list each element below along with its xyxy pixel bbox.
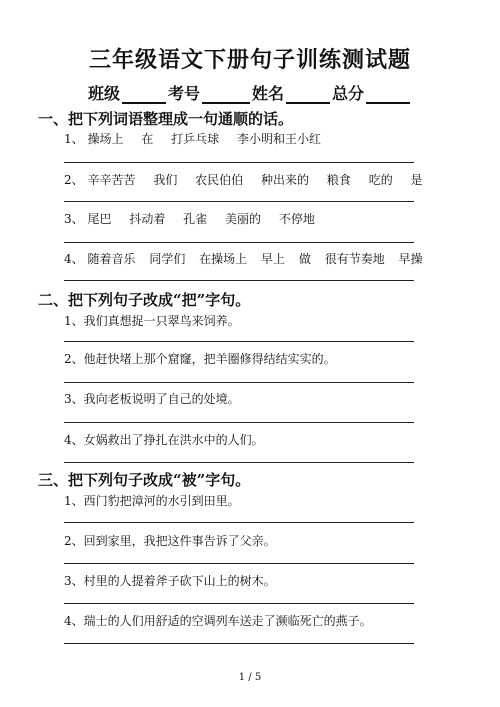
list-item xyxy=(64,210,329,227)
item-number: 2、 xyxy=(64,352,84,366)
item-number: 1、 xyxy=(64,494,84,508)
item-number: 2、 xyxy=(64,534,84,548)
answer-line[interactable] xyxy=(64,522,414,523)
score-blank[interactable] xyxy=(366,82,410,104)
exam-no-label: 考号 xyxy=(168,84,201,103)
list-item xyxy=(64,390,240,407)
section-1-heading: 一、把下列词语整理成一句通顺的话。 xyxy=(38,110,294,128)
item-number: 4、 xyxy=(64,433,84,447)
word: 尾巴 xyxy=(87,212,112,226)
list-item xyxy=(64,250,423,267)
word: 在操场上 xyxy=(199,252,248,266)
list-item xyxy=(64,130,335,147)
answer-line[interactable] xyxy=(64,341,414,342)
list-item xyxy=(64,492,240,509)
sentence-text: 回到家里，我把这件事告诉了父亲。 xyxy=(83,534,276,548)
word: 很有节奏地 xyxy=(324,252,385,266)
word: 早上 xyxy=(261,252,286,266)
section-2-heading: 二、把下列句子改成“把”字句。 xyxy=(38,291,251,309)
word: 随着音乐 xyxy=(87,252,136,266)
word: 不停地 xyxy=(278,212,315,226)
word: 吃的 xyxy=(368,173,393,187)
item-number: 2、 xyxy=(64,173,84,187)
list-item xyxy=(64,312,240,329)
item-number: 4、 xyxy=(64,252,84,266)
sentence-text: 女娲救出了挣扎在洪水中的人们。 xyxy=(83,433,264,447)
item-number: 4、 xyxy=(64,614,84,628)
score-label: 总分 xyxy=(332,84,365,103)
answer-line[interactable] xyxy=(64,162,414,163)
page-number: 1 / 5 xyxy=(238,672,262,683)
answer-line[interactable] xyxy=(64,563,414,564)
word: 是 xyxy=(410,173,423,187)
word: 农民伯伯 xyxy=(195,173,244,187)
student-info-row xyxy=(88,80,418,104)
name-blank[interactable] xyxy=(286,82,330,104)
answer-line[interactable] xyxy=(64,242,414,243)
word: 李小明和王小红 xyxy=(237,132,322,146)
word: 美丽的 xyxy=(225,212,262,226)
list-item xyxy=(64,431,264,448)
word: 操场上 xyxy=(87,132,124,146)
word: 我们 xyxy=(153,173,178,187)
word: 种出来的 xyxy=(261,173,310,187)
answer-line[interactable] xyxy=(64,280,414,281)
item-number: 1、 xyxy=(64,132,84,146)
answer-line[interactable] xyxy=(64,201,414,202)
sentence-text: 村里的人提着斧子砍下山上的树木。 xyxy=(83,574,276,588)
class-blank[interactable] xyxy=(122,82,166,104)
item-number: 1、 xyxy=(64,314,84,328)
word: 同学们 xyxy=(149,252,186,266)
answer-line[interactable] xyxy=(64,603,414,604)
name-label: 姓名 xyxy=(252,84,285,103)
list-item xyxy=(64,572,276,589)
word: 打乒乓球 xyxy=(171,132,220,146)
sentence-text: 西门豹把漳河的水引到田里。 xyxy=(83,494,240,508)
word: 做 xyxy=(298,252,311,266)
item-number: 3、 xyxy=(64,392,84,406)
answer-line[interactable] xyxy=(64,422,414,423)
sentence-text: 我们真想捉一只翠鸟来饲养。 xyxy=(83,314,240,328)
word: 早操 xyxy=(398,252,423,266)
word: 孔雀 xyxy=(183,212,208,226)
page-title: 三年级语文下册句子训练测试题 xyxy=(88,47,411,73)
sentence-text: 瑞士的人们用舒适的空调列车送走了濒临死亡的燕子。 xyxy=(83,614,372,628)
list-item xyxy=(64,171,437,188)
item-number: 3、 xyxy=(64,574,84,588)
list-item xyxy=(64,532,276,549)
list-item xyxy=(64,612,372,629)
answer-line[interactable] xyxy=(64,382,414,383)
class-label: 班级 xyxy=(88,84,121,103)
word: 粮食 xyxy=(326,173,351,187)
word: 辛辛苦苦 xyxy=(87,173,136,187)
answer-line[interactable] xyxy=(64,462,414,463)
answer-line[interactable] xyxy=(64,643,414,644)
sentence-text: 他赶快堵上那个窟窿，把羊圈修得结结实实的。 xyxy=(83,352,336,366)
list-item xyxy=(64,350,336,367)
item-number: 3、 xyxy=(64,212,84,226)
word: 抖动着 xyxy=(129,212,166,226)
exam-no-blank[interactable] xyxy=(202,82,250,104)
section-3-heading: 三、把下列句子改成“被”字句。 xyxy=(38,471,251,489)
word: 在 xyxy=(141,132,154,146)
sentence-text: 我向老板说明了自己的处境。 xyxy=(83,392,240,406)
